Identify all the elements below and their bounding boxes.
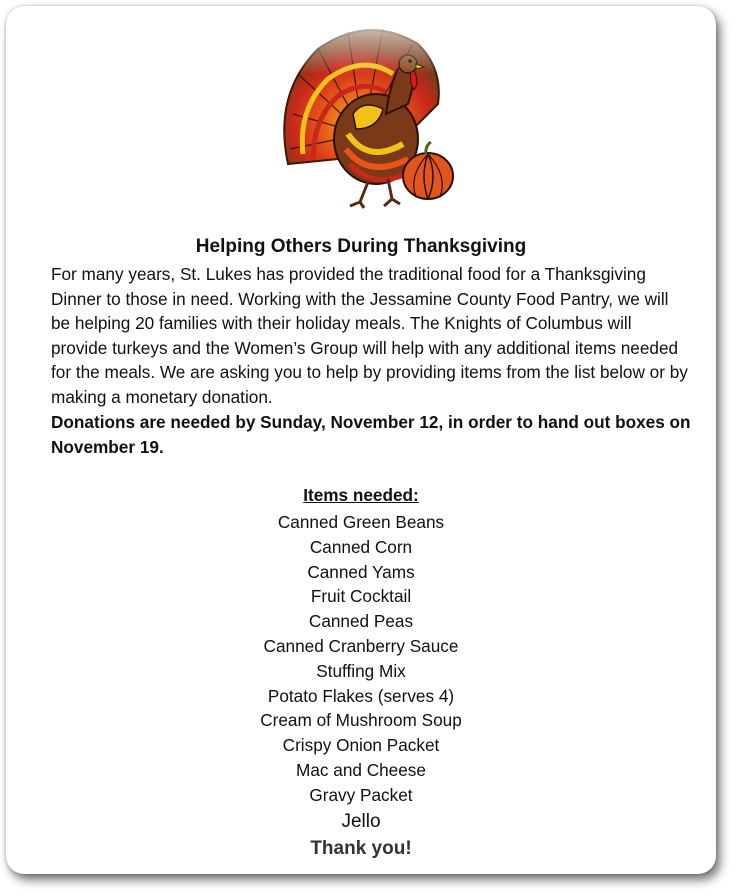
flyer-page	[6, 6, 716, 874]
list-item: Crispy Onion Packet	[282, 735, 440, 756]
list-item: Stuffing Mix	[316, 660, 406, 681]
turkey-with-pumpkin-illustration	[268, 14, 468, 214]
list-item: Canned Peas	[308, 611, 414, 632]
list-item: Canned Corn	[309, 536, 413, 557]
items-needed-header: Items needed:	[303, 485, 419, 505]
list-item: Fruit Cocktail	[310, 586, 412, 607]
flyer-body-paragraph: For many years, St. Lukes has provided the traditional food for a Thanksgiving Dinner to those in need. Working with the Jessamine County Food Pantry, we will be helping 20 families with their holiday meals. The Knights of Columbus will provide turkeys and the Women’s Group will help with any additional items needed for the meals. We are asking you to help by providing items from the list below or by making a monetary donation.	[51, 264, 688, 407]
items-needed-list	[6, 510, 716, 835]
list-item: Gravy Packet	[309, 784, 413, 805]
list-item: Mac and Cheese	[296, 759, 426, 780]
list-item: Potato Flakes (serves 4)	[267, 685, 455, 706]
donation-deadline: Donations are needed by Sunday, November 12, in order to hand out boxes on November 19.	[51, 412, 691, 457]
list-item: Canned Yams	[307, 561, 415, 582]
list-item: Cream of Mushroom Soup	[260, 710, 462, 731]
closing-thank-you: Thank you!	[310, 838, 412, 859]
flyer-title: Helping Others During Thanksgiving	[195, 236, 527, 257]
list-item: Canned Green Beans	[277, 512, 445, 532]
list-item: Jello	[341, 810, 381, 832]
list-item: Canned Cranberry Sauce	[263, 635, 459, 656]
